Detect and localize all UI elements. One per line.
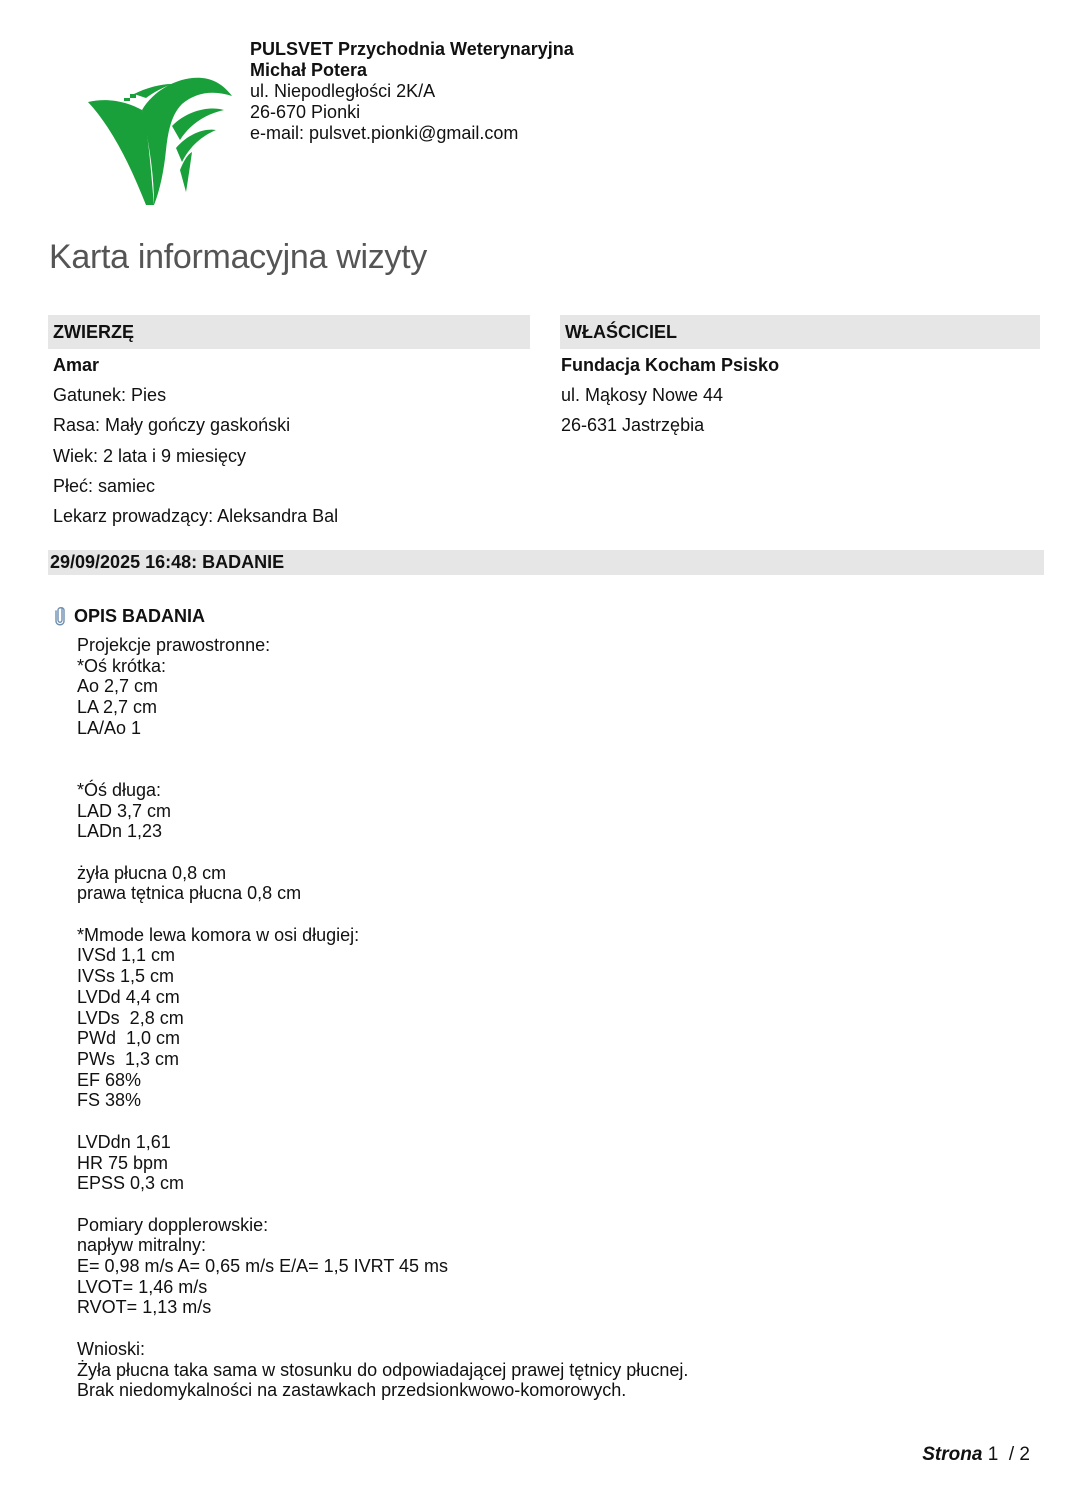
exam-line: IVSd 1,1 cm <box>77 945 176 966</box>
exam-line <box>77 1111 688 1132</box>
exam-line: EF 68% <box>77 1069 142 1090</box>
exam-line: *Mmode lewa komora w osi długiej: <box>77 924 360 945</box>
exam-line: Brak niedomykalności na zastawkach przedsionkwowo-komorowych. <box>77 1380 627 1401</box>
exam-line: PWs 1,3 cm <box>77 1049 180 1069</box>
exam-line: Wnioski: <box>77 1338 146 1359</box>
clinic-owner-name: Michał Potera <box>250 60 368 80</box>
exam-line: LA/Ao 1 <box>77 717 142 738</box>
owner-city: 26-631 Jastrzębia <box>561 415 705 436</box>
exam-line: FS 38% <box>77 1090 142 1111</box>
exam-line: LVDdn 1,61 <box>77 1131 171 1152</box>
clinic-street: ul. Niepodległości 2K/A <box>250 81 436 101</box>
animal-species: Gatunek: Pies <box>53 385 167 406</box>
animal-section-header: ZWIERZĘ <box>48 315 530 349</box>
owner-street: ul. Mąkosy Nowe 44 <box>561 385 724 406</box>
exam-line <box>77 1194 688 1215</box>
exam-line: LVDs 2,8 cm <box>77 1007 184 1028</box>
owner-name: Fundacja Kocham Psisko <box>561 355 780 375</box>
paperclip-icon <box>52 605 68 627</box>
page-total: 2 <box>1019 1444 1030 1465</box>
exam-line <box>77 1318 688 1339</box>
exam-line: *Óś długa: <box>77 779 162 800</box>
exam-line: IVSs 1,5 cm <box>77 966 175 987</box>
owner-details <box>561 350 779 441</box>
animal-sex: Płeć: samiec <box>53 475 156 496</box>
page-label: Strona <box>922 1444 983 1465</box>
exam-section-label: OPIS BADANIA <box>74 605 206 626</box>
page-current: 1 <box>987 1444 999 1465</box>
exam-line <box>77 759 688 780</box>
exam-line: *Oś krótka: <box>77 655 167 676</box>
exam-line: HR 75 bpm <box>77 1152 169 1173</box>
exam-line <box>77 842 688 863</box>
animal-details <box>53 350 338 531</box>
clinic-email: e-mail: pulsvet.pionki@gmail.com <box>250 123 519 143</box>
exam-line: Projekcje prawostronne: <box>77 635 271 655</box>
exam-line: Żyła płucna taka sama w stosunku do odpowiadającej prawej tętnicy płucnej. <box>77 1359 689 1380</box>
attending-vet: Lekarz prowadzący: Aleksandra Bal <box>53 506 339 527</box>
visit-header: 29/09/2025 16:48: BADANIE <box>48 550 1044 575</box>
exam-line <box>77 739 688 760</box>
exam-section-title <box>52 605 205 627</box>
exam-line: prawa tętnica płucna 0,8 cm <box>77 883 302 904</box>
exam-line: PWd 1,0 cm <box>77 1028 181 1049</box>
exam-line: EPSS 0,3 cm <box>77 1173 185 1194</box>
exam-line: LVDd 4,4 cm <box>77 986 180 1007</box>
exam-line: LVOT= 1,46 m/s <box>77 1276 208 1297</box>
exam-line: LA 2,7 cm <box>77 697 158 718</box>
exam-line <box>77 904 688 925</box>
exam-line: Pomiary dopplerowskie: <box>77 1214 269 1235</box>
exam-line: LADn 1,23 <box>77 821 163 842</box>
clinic-logo-icon <box>84 70 234 210</box>
clinic-info <box>250 39 574 144</box>
exam-description <box>77 635 688 1401</box>
document-title: Karta informacyjna wizyty <box>49 238 427 276</box>
exam-line: RVOT= 1,13 m/s <box>77 1297 212 1318</box>
clinic-city: 26-670 Pionki <box>250 102 361 122</box>
exam-line: Ao 2,7 cm <box>77 676 159 697</box>
page-number <box>922 1444 1030 1466</box>
exam-line: żyła płucna 0,8 cm <box>77 862 227 883</box>
animal-age: Wiek: 2 lata i 9 miesięcy <box>53 445 247 466</box>
exam-line: E= 0,98 m/s A= 0,65 m/s E/A= 1,5 IVRT 45 ms <box>77 1256 449 1276</box>
owner-section-header: WŁAŚCICIEL <box>560 315 1040 349</box>
animal-breed: Rasa: Mały gończy gaskoński <box>53 415 291 436</box>
exam-line: LAD 3,7 cm <box>77 800 172 821</box>
animal-name: Amar <box>53 355 100 375</box>
page-separator: / <box>1008 1444 1015 1465</box>
clinic-name: PULSVET Przychodnia Weterynaryjna <box>250 39 574 59</box>
exam-line: napływ mitralny: <box>77 1235 207 1256</box>
